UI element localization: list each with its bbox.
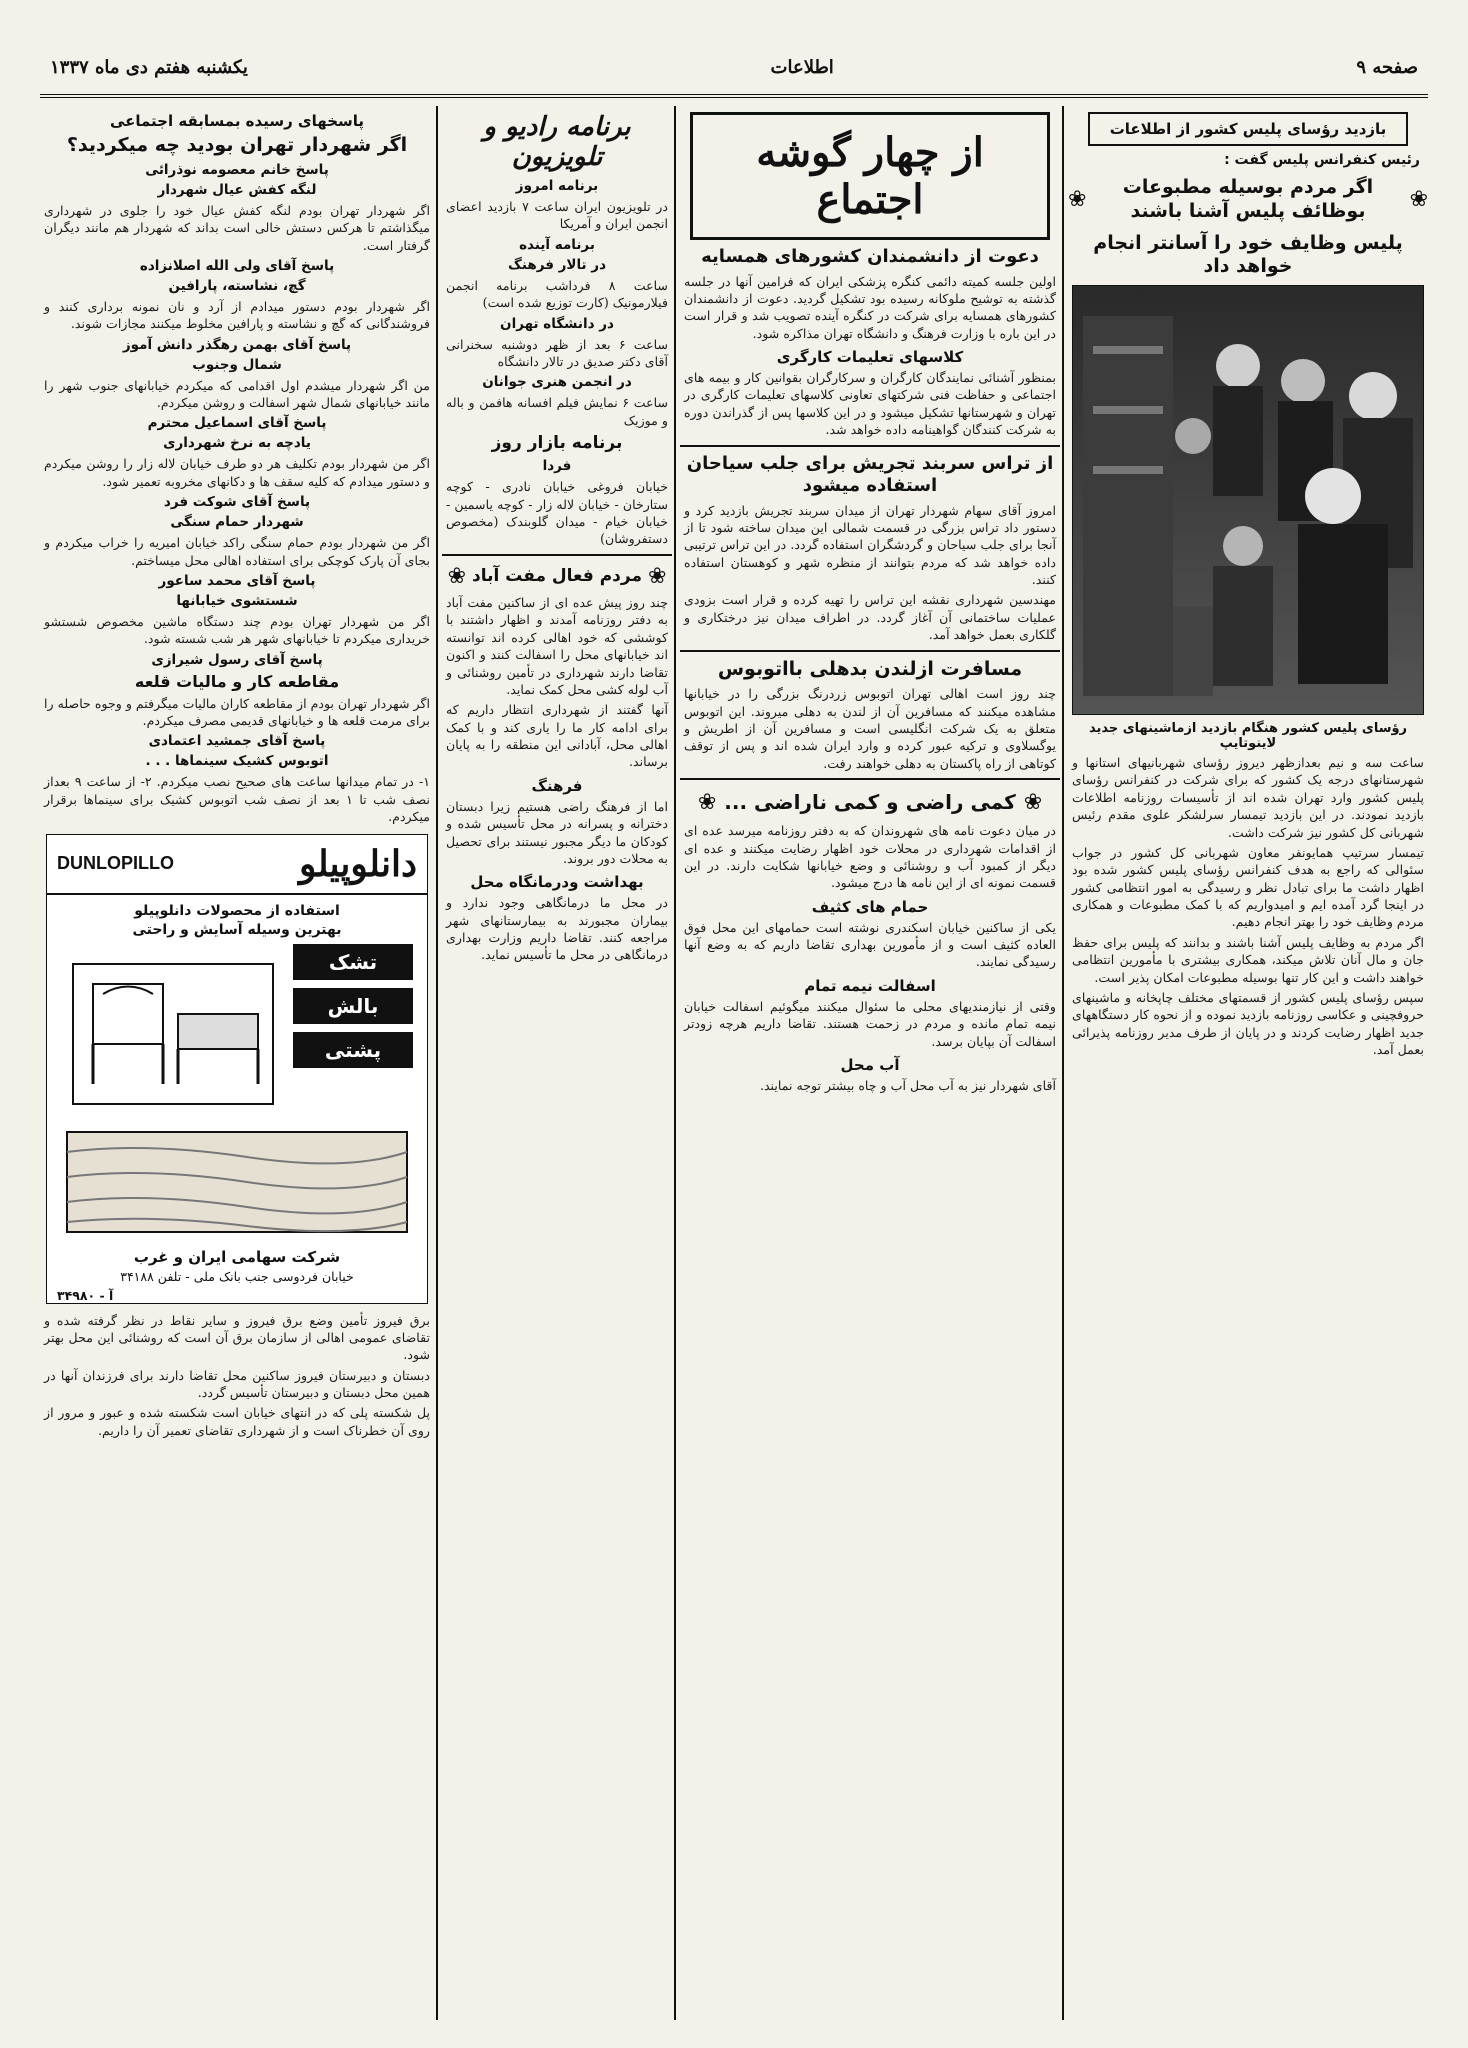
theatre-items: ساعت ۶ نمایش فیلم افسانه هافمن و باله و موزیک bbox=[446, 395, 668, 428]
ad-brand-persian: دانلوپیلو bbox=[299, 842, 417, 885]
flower-ornament-icon: ❀ bbox=[1409, 187, 1428, 213]
section-divider bbox=[680, 650, 1060, 652]
asphalt-paragraph: وقتی از نیازمندیهای محلی ما سئوال میکنند میگوئیم اسفالت خیابان نیمه تمام مانده و مردم در زحمت هستند. تقاضا داریم هرچه زودتر اسفالت آن بپایان برسد. bbox=[684, 998, 1056, 1049]
paper-name: اطلاعات bbox=[770, 56, 834, 78]
ad-address: خیابان فردوسی جنب بانک ملی - تلفن ۳۴۱۸۸ bbox=[120, 1268, 354, 1284]
photo-caption: رؤسای پلیس کشور هنگام بازدید ازماشینهای جدید لاینوتایپ bbox=[1088, 721, 1408, 751]
mofid-paragraph: آنها گفتند از شهرداری انتظار داریم که برای ادامه کار ما را یاری کند و با کمک اهالی محل، آبادانی این منطقه را به پایان برساند. bbox=[446, 702, 668, 770]
competition-kicker: پاسخهای رسیده بمسابقه اجتماعی bbox=[109, 112, 365, 130]
answer-title: اتوبوس کشیک سینماها . . . bbox=[145, 753, 329, 770]
section-divider bbox=[442, 554, 672, 556]
bus-headline: مسافرت ازلندن بدهلی بااتوبوس bbox=[717, 657, 1023, 680]
answer-text: اگر من شهردار بودم حمام سنگی راکد خیابان امیریه را خراب میکردم و بجای آن پارک کوچکی برای استفاده اهالی محل میساختم. bbox=[44, 535, 430, 568]
column-rule bbox=[674, 106, 676, 2020]
ad-furniture-illustration bbox=[63, 944, 283, 1114]
answer-text: اگر شهردار تهران بودم از مقاطعه کاران مالیات میگرفتم و وجوه حاصله را برای مرمت قلعه ها و خیابانهای قدیمی مصرف میکردم. bbox=[44, 695, 430, 728]
ad-code: آ - ۳۴۹۸۰ bbox=[57, 1287, 114, 1303]
terrace-headline: از تراس سربند تجریش برای جلب سیاحان استفاده میشود bbox=[686, 452, 1054, 496]
answer-text: اگر من شهردار تهران بودم چند دستگاه ماشین مخصوص شستشو خریداری میکردم تا خیابانهای شهر هر شب شسته شود. bbox=[44, 613, 430, 647]
police-headline-2: پلیس وظایف خود را آسانتر انجام خواهد داد bbox=[1093, 231, 1403, 278]
police-box-heading: بازدید رؤسای پلیس کشور از اطلاعات bbox=[1088, 112, 1408, 146]
answer-author: پاسخ خانم معصومه نوذرائی bbox=[145, 161, 329, 178]
bottom-note: دبستان و دبیرستان فیروز ساکنین محل تقاضا دارند برای فرزندان آنها در همین محل دبستان و دبیرستان تأسیس گردد. bbox=[44, 1367, 430, 1400]
mofid-paragraph: چند روز پیش عده ای از ساکنین مفت آباد به دفتر روزنامه آمدند و اظهار داشتند با کوششی که خود اهالی کرده اند توانسته اند خیابانهای محل را اسفالت کنند و اکنون تقاضا دارند شهرداری در تأمین روشنائی و آب لوله کشی محل کمک نماید. bbox=[446, 595, 668, 697]
police-paragraph: سپس رؤسای پلیس کشور از قسمتهای مختلف چاپخانه و ماشینهای حروفچینی و عکاسی روزنامه بازدید نموده و از نحوه کار دستگاههای جدید اظهار رضایت کردند و در پایان از طرف مدیر روزنامه پذیرائی بعمل آمد. bbox=[1072, 989, 1424, 1057]
market-heading: برنامه بازار روز bbox=[491, 433, 623, 453]
ad-brand-english: DUNLOPILLO bbox=[57, 853, 174, 873]
next-heading: برنامه آینده bbox=[519, 236, 595, 253]
page-header bbox=[40, 40, 1428, 98]
answer-title: شستشوی خیابانها bbox=[176, 592, 298, 609]
ad-brand-row bbox=[47, 835, 427, 895]
column-police-visit bbox=[1068, 106, 1428, 2020]
terrace-paragraph: امروز آقای سهام شهردار تهران از میدان سربند تجریش بازدید کرد و دستور داد تراس بزرگی در قسمت شمالی این میدان ساخته شود تا از آنجا برای جلب سیاحان و گردشگران استفاده گردد. در این تراس ترتیبی داده خواهد شد که مردم بتوانند از منظره شهر و کوهستان استفاده کنند. bbox=[684, 502, 1056, 587]
police-paragraph: اگر مردم به وظایف پلیس آشنا باشند و بدانند که پلیس برای حفظ جان و مال آنان تلاش میکند، همکاری بیشتری با مأمورین انتظامی خواهند داشت و این کار تنها بوسیله مطبوعات امکان پذیر است. bbox=[1072, 934, 1424, 985]
health-headline: بهداشت ودرمانگاه محل bbox=[470, 873, 644, 892]
answer-text: ۱- در تمام میدانها ساعت های صحیح نصب میکردم. ۲- از ساعت ۹ بعداز نصف شب تا ۱ بعد از نصف شب اتوبوس کشیک برای سینماها برقرار میکردم. bbox=[44, 774, 430, 825]
police-paragraph: ساعت سه و نیم بعدازظهر دیروز رؤسای شهربانیهای استانها و شهرستانهای درجه یک کشور که برای شرکت در کنفرانس رؤسای پلیس کشور وارد تهران شده اند از تأسیسات روزنامه اطلاعات بازدید نمودند. در این بازدید تیمسار سرلشکر علوی مقدم رئیس شهربانی کل کشور نیز شرکت داشت. bbox=[1072, 755, 1424, 840]
ad-tagline-2: بهترین وسیله آسایش و راحتی bbox=[132, 921, 342, 938]
tv-heading: برنامه امروز bbox=[515, 178, 599, 194]
flower-ornament-icon: ❀ bbox=[447, 563, 467, 589]
water-paragraph: آقای شهردار نیز به آب محل آب و چاه بیشتر توجه نمایند. bbox=[759, 1077, 1056, 1093]
market-subheading: فردا bbox=[542, 458, 572, 475]
complaints-paragraph: در میان دعوت نامه های شهروندان که به دفتر روزنامه میرسد عده ای از اقدامات شهرداری در محلات خود اظهار رضایت میکنند و عده ای دیگر از کمبود آب و روشنائی و وضع خیابانها شکایت دارند. در این قسمت نمونه ای از این نامه ها درج میشود. bbox=[684, 823, 1056, 891]
bus-paragraph: چند روز است اهالی تهران اتوبوس زردرنگ بزرگی را در خیابانها مشاهده میکنند که مسافرین آن از لندن به دهلی میروند. این اتوبوس متعلق به یک شرکت انگلیسی است و مسافرین آن از اطریش و یوگسلاوی و ترکیه عبور کرده و وارد ایران شده اند و پس از توقف کوتاهی از راه پاکستان به دهلی خواهند رفت. bbox=[684, 686, 1056, 771]
market-items: خیابان فروغی خیابان نادری - کوچه ستارخان - خیابان لاله زار - کوچه یاسمین - خیابان خیام - میدان گلوبندک (مخصوص دستفروشان) bbox=[446, 479, 668, 547]
answer-author: پاسخ آقای شوکت فرد bbox=[163, 494, 311, 511]
culture-headline: فرهنگ bbox=[531, 776, 583, 795]
neighbors-headline: دعوت از دانشمندان کشورهای همسایه bbox=[701, 246, 1039, 267]
section-banner: از چهار گوشه اجتماع bbox=[690, 112, 1050, 240]
labor-paragraph: بمنظور آشنائی نمایندگان کارگران و سرکارگران بقوانین کار و بیمه های اجتماعی و حفاظت فنی شرکتهای تعاونی کلاسهای تعلیمات کارگری در تهران و شهرستانها تشکیل میشود و در این کلاسها پس از گذراندن دوره به شرکت کنندگان گواهینامه داده خواهد شد. bbox=[684, 370, 1056, 438]
ad-body bbox=[47, 944, 427, 1114]
ad-product-cushion: پشتی bbox=[293, 1032, 413, 1068]
police-headline-row bbox=[1068, 172, 1428, 228]
answer-title: شهردار حمام سنگی bbox=[170, 514, 304, 531]
theatre-heading: در انجمن هنری جوانان bbox=[482, 374, 632, 391]
answer-author: پاسخ آقای محمد ساعور bbox=[158, 572, 316, 589]
column-competition bbox=[40, 106, 434, 2020]
health-paragraph: در محل ما درمانگاهی وجود ندارد و بیماران مجبورند به بیمارستانهای شهر مراجعه کنند. تقاضا داریم وزارت بهداری درمانگاهی در محل ما تأسیس نماید. bbox=[446, 895, 668, 963]
page-number: صفحه ۹ bbox=[1356, 56, 1418, 78]
section-divider bbox=[680, 445, 1060, 447]
ad-product-pillow: بالش bbox=[293, 988, 413, 1024]
answer-author: پاسخ آقای جمشید اعتمادی bbox=[148, 733, 326, 750]
column-city-news bbox=[680, 106, 1060, 2020]
mofid-headline-row bbox=[442, 562, 672, 591]
ad-mattress-image bbox=[47, 1122, 427, 1242]
bottom-note: برق فیروز تأمین وضع برق فیروز و سایر نقاط در نظر گرفته شده و تقاضای عمومی اهالی از سازمان برق آن است که روشنائی این محل بهتر شود. bbox=[44, 1312, 430, 1363]
complaints-headline-row bbox=[680, 786, 1060, 819]
answer-title: گچ، نشاسته، پارافین bbox=[168, 277, 306, 294]
section-divider bbox=[680, 778, 1060, 780]
culture-hall-items: ساعت ۸ فرداشب برنامه انجمن فیلارمونیک (کارت توزیع شده است) bbox=[446, 277, 668, 311]
university-heading: در دانشگاه تهران bbox=[500, 315, 614, 332]
culture-paragraph: اما از فرهنگ راضی هستیم زیرا دبستان دخترانه و پسرانه در محل تأسیس شده و کودکان ما دیگر مجبور نیستند برای تحصیل به محلات دور بروند. bbox=[446, 798, 668, 866]
answer-author: پاسخ آقای اسماعیل محترم bbox=[147, 415, 327, 432]
answer-text: من اگر شهردار میشدم اول اقدامی که میکردم خیابانهای جنوب شهر را مانند خیابانهای شمال شهر اسفالت و روشن میکردم. bbox=[44, 377, 430, 410]
mofid-headline: مردم فعال مفت آباد bbox=[472, 565, 642, 586]
answer-text: اگر من شهردار بودم تکلیف هر دو طرف خیابان لاله زار را روشن میکردم و دستور میدادم که کلیه سقف ها و دکانهای مخروبه تعمیر شود. bbox=[44, 456, 430, 489]
answer-text: اگر شهردار بودم دستور میدادم از آرد و نان نمونه برداری کنند و فروشندگانی که گچ و نشاسته و پارافین مخلوط میکنند مجازات شوند. bbox=[44, 298, 430, 332]
issue-date: یکشنبه هفتم دی ماه ۱۳۳۷ bbox=[50, 56, 248, 78]
university-items: ساعت ۶ بعد از ظهر دوشنبه سخنرانی آقای دکتر صدیق در تالار دانشگاه bbox=[446, 336, 668, 369]
answer-author: پاسخ آقای بهمن رهگذر دانش آموز bbox=[122, 336, 352, 353]
flower-ornament-icon: ❀ bbox=[697, 790, 717, 816]
neighbors-paragraph: اولین جلسه کمیته دائمی کنگره پزشکی ایران که فرامین آنها در جلسه گذشته به توشیح ملوکانه رسیده بود تشکیل گردید. دعوت از دانشمندان کشورهای همسایه برای شرکت در کنگره آینده تصویب شد و قرار است در این باره با وزارت فرهنگ و دانشگاه تهران مذاکره شود. bbox=[684, 273, 1056, 341]
water-headline: آب محل bbox=[840, 1055, 900, 1074]
photo-police-officers-image bbox=[1073, 286, 1423, 715]
ad-product-list bbox=[293, 944, 413, 1114]
ad-company: شرکت سهامی ایران و غرب bbox=[133, 1247, 341, 1266]
labor-headline: کلاسهای تعلیمات کارگری bbox=[776, 348, 964, 366]
culture-hall-heading: در تالار فرهنگ bbox=[508, 256, 606, 273]
newspaper-page bbox=[40, 40, 1428, 2020]
flower-ornament-icon: ❀ bbox=[1023, 790, 1043, 816]
police-headline-1: اگر مردم بوسیله مطبوعات بوظائف پلیس آشنا باشند bbox=[1122, 176, 1374, 222]
ad-tagline-1: استفاده از محصولات دانلوپیلو bbox=[134, 902, 340, 919]
column-programs bbox=[442, 106, 672, 2020]
terrace-paragraph: مهندسین شهرداری نقشه این تراس را تهیه کرده و قرار است بزودی عملیات ساختمانی آن آغاز گردد. در اطراف میدان نیز درختکاری و گلکاری بعمل خواهد آمد. bbox=[684, 592, 1056, 643]
competition-headline: اگر شهردار تهران بودید چه میکردید؟ bbox=[66, 134, 408, 156]
answer-author: پاسخ آقای ولی الله اصلانزاده bbox=[139, 257, 335, 274]
bath-paragraph: یکی از ساکنین خیابان اسکندری نوشته است حمامهای این محل فوق العاده کثیف است و از مأمورین بهداری تقاضا داریم که به وضع آنها رسیدگی نمایند. bbox=[684, 919, 1056, 970]
flower-ornament-icon: ❀ bbox=[648, 563, 667, 589]
column-rule bbox=[1062, 106, 1064, 2020]
police-paragraph: تیمسار سرتیپ همایونفر معاون شهربانی کل کشور در جواب سئوالی که راجع به هدف کنفرانس رؤسای پلیس کشور شده بود اظهار داشت ما برای تبادل نظر و رسیدگی به امور انتظامی کشور در اینجا گرد آمده ایم و امیدواریم که با کمک مطبوعات و همکاری مردم وظایف خود را بهتر انجام دهیم. bbox=[1072, 844, 1424, 930]
flower-ornament-icon: ❀ bbox=[1068, 187, 1087, 213]
complaints-headline: کمی راضی و کمی ناراضی ... bbox=[724, 790, 1016, 815]
answer-title: لنگه کفش عیال شهردار bbox=[157, 181, 317, 198]
dunlopillo-advertisement bbox=[46, 834, 428, 1304]
bottom-note: پل شکسته پلی که در انتهای خیابان است شکسته شده و عبور و مرور از روی آن خطرناک است و از شهرداری تقاضای تعمیر آن را داریم. bbox=[44, 1405, 430, 1438]
bath-headline: حمام های کثیف bbox=[811, 897, 929, 916]
answer-title: یادچه به نرخ شهرداری bbox=[163, 435, 311, 452]
ad-product-mattress: تشک bbox=[293, 944, 413, 980]
police-kicker: رئیس کنفرانس پلیس گفت : bbox=[1224, 152, 1420, 168]
programs-title: برنامه رادیو و تلویزیون bbox=[483, 112, 631, 172]
answer-text: اگر شهردار تهران بودم لنگه کفش عیال خود را جلوی در شهرداری میگذاشتم تا هرکس دستش خالی است بداند که شهردار هم مانند دیگران گرفتار است. bbox=[44, 202, 430, 253]
asphalt-headline: اسفالت نیمه تمام bbox=[804, 976, 936, 995]
column-rule bbox=[436, 106, 438, 2020]
answer-title: مقاطعه کار و مالیات قلعه bbox=[134, 671, 340, 691]
police-visit-photo bbox=[1072, 285, 1424, 715]
answer-title: شمال وجنوب bbox=[192, 356, 282, 373]
tv-items: در تلویزیون ایران ساعت ۷ بازدید اعضای انجمن ایران و آمریکا bbox=[446, 199, 668, 232]
answer-author: پاسخ آقای رسول شیرازی bbox=[151, 651, 323, 668]
